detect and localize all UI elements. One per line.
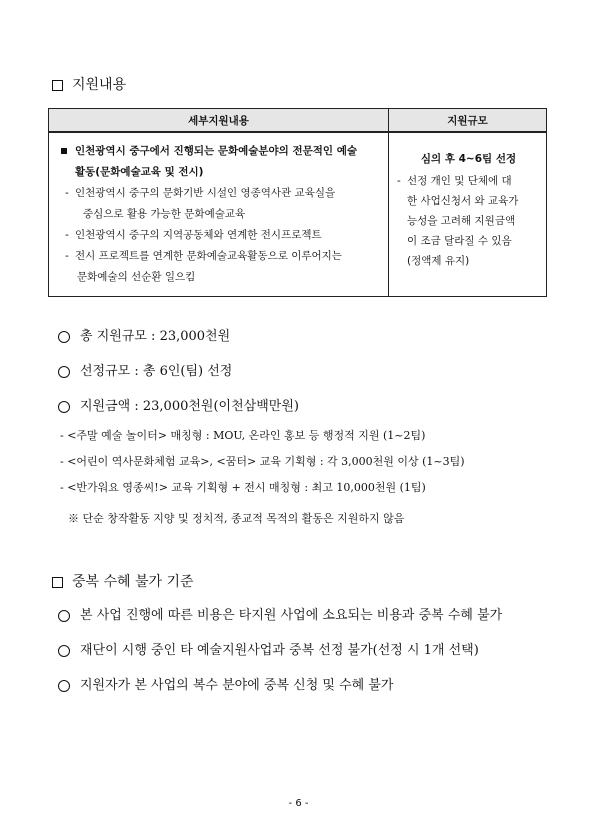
duplicate-rule-1 — [58, 607, 502, 625]
circle-bullet-icon — [58, 366, 70, 378]
list-item-line: 인천광역시 중구의 지역공동체와 연계한 전시프로젝트 — [75, 229, 322, 241]
scale-cell — [389, 132, 547, 297]
circle-bullet-icon — [58, 331, 70, 343]
main-item-line2: 활동(문화예술교육 및 전시) — [75, 166, 204, 178]
section-heading-support-content — [52, 76, 126, 94]
list-item-line: 전시 프로젝트를 연계한 문화예술교육활동으로 이루어지는 — [75, 250, 342, 262]
checkbox-square-icon — [52, 577, 63, 588]
main-item — [61, 141, 378, 183]
list-item-line: 중심으로 활용 가능한 문화예술교육 — [83, 208, 246, 220]
scale-line: (정액제 유지) — [407, 255, 470, 267]
page-number: - 6 - — [288, 798, 309, 809]
duplicate-rule-3 — [58, 677, 393, 695]
total-support-text: 총 지원규모 : 23,000천원 — [80, 329, 231, 344]
scale-line: 능성을 고려해 지원금액 — [407, 215, 516, 227]
support-content-table — [48, 108, 547, 297]
table-header-scale: 지원규모 — [389, 109, 547, 133]
square-bullet-icon — [61, 148, 67, 154]
duplicate-rule-text: 재단이 시행 중인 타 예술지원사업과 중복 선정 불가(선정 시 1개 선택) — [80, 643, 479, 658]
support-detail-1: - <주말 예술 놀이터> 매칭형 : MOU, 온라인 홍보 등 행정적 지원 (1~2팀) — [60, 429, 426, 442]
scale-description: - 선정 개인 및 단체에 대 한 사업신청서 와 교육가 능성을 고려해 지원금액 이 조금 달라질 수 있음 (정액제 유지) — [397, 171, 540, 271]
duplicate-rule-text: 본 사업 진행에 따른 비용은 타지원 사업에 소요되는 비용과 중복 수혜 불가 — [80, 608, 503, 623]
support-detail-2: - <어린이 역사문화체험 교육>, <꿈터> 교육 기획형 : 각 3,000천원 이상 (1~3팀) — [60, 455, 465, 468]
scale-line: 선정 개인 및 단체에 대 — [407, 175, 512, 187]
table-header-detail: 세부지원내용 — [49, 109, 389, 133]
checkbox-square-icon — [52, 80, 63, 91]
list-item: - 전시 프로젝트를 연계한 문화예술교육활동으로 이루어지는 문화예술의 선순환 일으킴 — [65, 246, 378, 288]
support-amount-text: 지원금액 : 23,000천원(이천삼백만원) — [80, 399, 299, 414]
detail-cell — [49, 132, 389, 297]
list-item-line: 문화예술의 선순환 일으킴 — [77, 271, 196, 283]
total-support-scale — [58, 328, 230, 346]
circle-bullet-icon — [58, 645, 70, 657]
selection-scale — [58, 363, 232, 381]
duplicate-rule-2 — [58, 642, 479, 660]
main-item-line1: 인천광역시 중구에서 진행되는 문화예술분야의 전문적인 예술 — [75, 145, 357, 157]
scale-title: 심의 후 4~6팀 선정 — [420, 153, 517, 165]
section-heading-duplicate-criteria — [52, 573, 194, 591]
list-item: - 인천광역시 중구의 지역공동체와 연계한 전시프로젝트 — [65, 225, 378, 246]
support-amount — [58, 398, 299, 416]
circle-bullet-icon — [58, 401, 70, 413]
circle-bullet-icon — [58, 610, 70, 622]
scale-line: 한 사업신청서 와 교육가 — [407, 195, 519, 207]
section-heading-text: 지원내용 — [72, 77, 127, 93]
circle-bullet-icon — [58, 680, 70, 692]
duplicate-rule-text: 지원자가 본 사업의 복수 분야에 중복 신청 및 수혜 불가 — [80, 678, 394, 693]
section-heading-text: 중복 수혜 불가 기준 — [72, 574, 194, 590]
support-note: ※ 단순 창작활동 지양 및 정치적, 종교적 목적의 활동은 지원하지 않음 — [68, 512, 405, 525]
list-item: - 인천광역시 중구의 문화기반 시설인 영종역사관 교육실을 중심으로 활용 가능한 문화예술교육 — [65, 183, 378, 225]
support-detail-3: - <반가워요 영종씨!> 교육 기획형 + 전시 매칭형 : 최고 10,000천원 (1팀) — [60, 481, 426, 494]
scale-line: 이 조금 달라질 수 있음 — [407, 235, 512, 247]
list-item-line: 인천광역시 중구의 문화기반 시설인 영종역사관 교육실을 — [75, 187, 336, 199]
selection-text: 선정규모 : 총 6인(팀) 선정 — [80, 364, 233, 379]
